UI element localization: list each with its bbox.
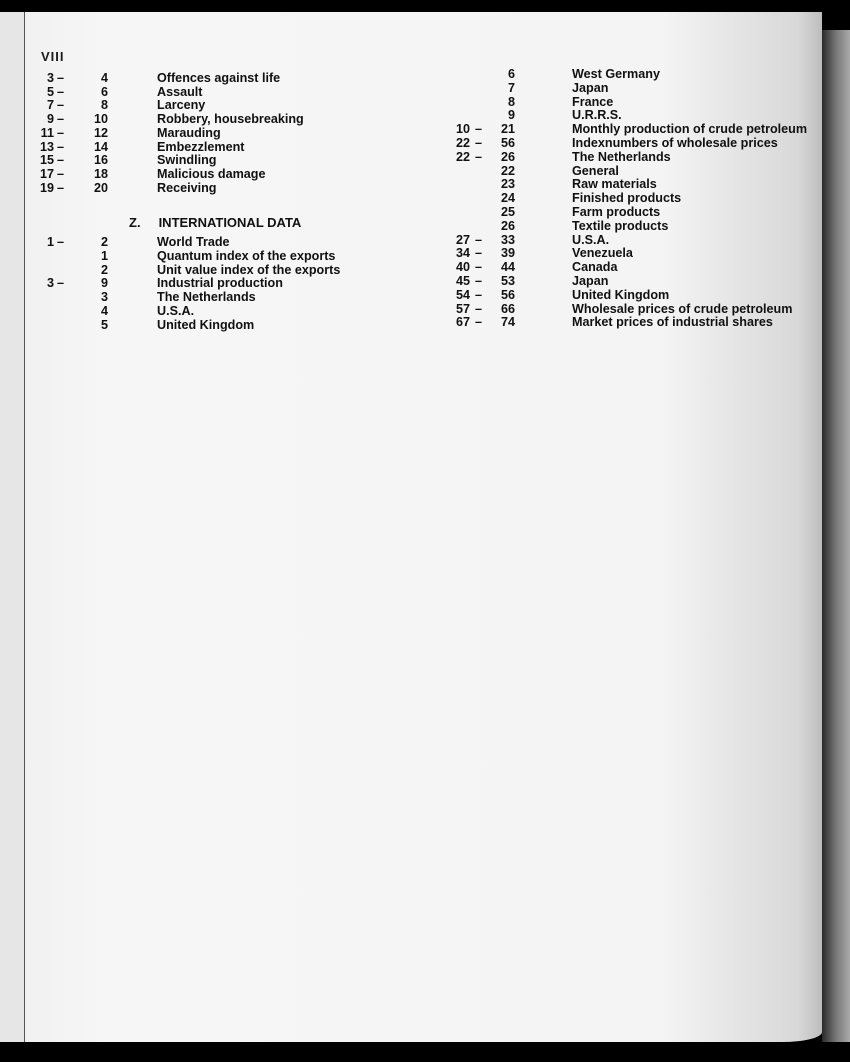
page-to: 2 bbox=[100, 235, 108, 249]
page-from: 34 bbox=[455, 246, 470, 261]
entry-label: United Kingdom bbox=[572, 287, 670, 302]
entry-label: Venezuela bbox=[572, 246, 633, 261]
page-to: 8 bbox=[507, 94, 515, 109]
range-dash: – bbox=[475, 232, 483, 247]
entry-label: Larceny bbox=[157, 98, 206, 113]
page-to: 3 bbox=[100, 290, 108, 305]
page-to: 5 bbox=[100, 317, 108, 332]
page-from: 17 bbox=[39, 166, 54, 181]
entry-label: Receiving bbox=[157, 180, 217, 195]
page-from: 27 bbox=[455, 232, 470, 247]
page-from: 3 bbox=[46, 276, 54, 291]
page-edge bbox=[0, 12, 25, 1042]
page-to: 20 bbox=[93, 180, 108, 195]
entry-label: France bbox=[572, 94, 614, 109]
entry-label: Assault bbox=[157, 84, 203, 99]
page-to: 10 bbox=[93, 112, 108, 127]
entry-label: Raw materials bbox=[572, 177, 657, 192]
entry-label: Indexnumbers of wholesale prices bbox=[572, 136, 778, 150]
range-dash: – bbox=[475, 136, 483, 150]
entry-label: Offences against life bbox=[157, 71, 281, 85]
range-dash: – bbox=[57, 166, 65, 181]
range-dash: – bbox=[57, 139, 65, 154]
page-from: 40 bbox=[455, 260, 470, 275]
page-from: 22 bbox=[455, 136, 470, 150]
page-to: 9 bbox=[507, 108, 515, 123]
entry-label: Quantum index of the exports bbox=[157, 248, 336, 263]
page-to: 4 bbox=[100, 304, 108, 318]
entry-label: Industrial production bbox=[157, 276, 283, 291]
range-dash: – bbox=[475, 301, 483, 316]
range-dash: – bbox=[475, 149, 483, 164]
page-to: 23 bbox=[500, 177, 515, 192]
entry-label: Swindling bbox=[157, 153, 217, 168]
section-heading bbox=[129, 215, 301, 230]
page-to: 24 bbox=[500, 191, 515, 206]
range-dash: – bbox=[57, 112, 65, 127]
page-to: 25 bbox=[500, 205, 515, 219]
entry-label: Robbery, housebreaking bbox=[157, 112, 304, 127]
entry-label: United Kingdom bbox=[157, 317, 255, 332]
page-to: 21 bbox=[500, 122, 515, 137]
entry-label: Market prices of industrial shares bbox=[572, 315, 773, 330]
page-from: 11 bbox=[40, 125, 54, 140]
entry-label: Malicious damage bbox=[157, 166, 266, 181]
range-dash: – bbox=[57, 180, 65, 195]
range-dash: – bbox=[57, 98, 65, 113]
entry-label: Unit value index of the exports bbox=[157, 262, 341, 277]
entry-label: U.R.R.S. bbox=[572, 108, 622, 123]
page-to: 18 bbox=[93, 166, 108, 181]
page-number: VIII bbox=[41, 49, 65, 64]
page-to: 53 bbox=[500, 274, 515, 288]
page-from: 7 bbox=[46, 98, 54, 113]
page-from: 15 bbox=[39, 153, 54, 168]
range-dash: – bbox=[57, 153, 65, 168]
page-from: 57 bbox=[455, 301, 470, 316]
entry-label: U.S.A. bbox=[572, 232, 610, 247]
page-to: 26 bbox=[500, 149, 515, 164]
book-spine-shadow bbox=[822, 30, 850, 1042]
page-to: 7 bbox=[507, 80, 515, 95]
page-to: 2 bbox=[100, 262, 108, 277]
entry-label: Marauding bbox=[157, 125, 221, 140]
page-to: 56 bbox=[500, 287, 515, 302]
entry-label: Wholesale prices of crude petroleum bbox=[572, 301, 793, 316]
page-to: 14 bbox=[93, 139, 108, 154]
page-from: 13 bbox=[39, 139, 54, 154]
section-title: INTERNATIONAL DATA bbox=[158, 215, 302, 230]
page-from: 1 bbox=[46, 235, 54, 249]
page-to: 26 bbox=[500, 218, 515, 233]
page-to: 6 bbox=[507, 67, 515, 81]
entry-label: West Germany bbox=[572, 67, 660, 81]
entry-label: World Trade bbox=[157, 235, 230, 249]
range-dash: – bbox=[57, 84, 65, 99]
range-dash: – bbox=[475, 287, 483, 302]
entry-label: Japan bbox=[572, 274, 609, 288]
page-to: 12 bbox=[93, 125, 108, 140]
page-to: 66 bbox=[500, 301, 515, 316]
range-dash: – bbox=[475, 315, 483, 330]
entry-label: Embezzlement bbox=[157, 139, 245, 154]
entry-label: Finished products bbox=[572, 191, 682, 206]
range-dash: – bbox=[57, 125, 65, 140]
entry-label: U.S.A. bbox=[157, 304, 195, 318]
page-from: 9 bbox=[46, 112, 54, 127]
page-to: 6 bbox=[100, 84, 108, 99]
page-to: 16 bbox=[93, 153, 108, 168]
page-from: 5 bbox=[46, 84, 54, 99]
entry-label: Monthly production of crude petroleum bbox=[572, 122, 808, 137]
page-from: 22 bbox=[455, 149, 470, 164]
entry-label: Farm products bbox=[572, 205, 661, 219]
range-dash: – bbox=[475, 260, 483, 275]
page-to: 39 bbox=[500, 246, 515, 261]
page-to: 9 bbox=[100, 276, 108, 291]
range-dash: – bbox=[57, 71, 65, 85]
entry-label: The Netherlands bbox=[572, 149, 671, 164]
range-dash: – bbox=[475, 246, 483, 261]
range-dash: – bbox=[475, 122, 483, 137]
range-dash: – bbox=[57, 235, 65, 249]
section-letter: Z. bbox=[129, 215, 141, 230]
page-from: 3 bbox=[46, 71, 54, 85]
page-to: 33 bbox=[500, 232, 515, 247]
page-to: 22 bbox=[500, 163, 515, 178]
entry-label: Canada bbox=[572, 260, 618, 275]
page-from: 10 bbox=[455, 122, 470, 137]
page-to: 8 bbox=[100, 98, 108, 113]
document-page bbox=[25, 12, 822, 1042]
page-to: 1 bbox=[100, 248, 108, 263]
entry-label: Textile products bbox=[572, 218, 669, 233]
range-dash: – bbox=[475, 274, 483, 288]
page-to: 4 bbox=[100, 71, 108, 85]
page-from: 54 bbox=[455, 287, 470, 302]
entry-label: The Netherlands bbox=[157, 290, 256, 305]
page-from: 19 bbox=[39, 180, 54, 195]
page-to: 44 bbox=[500, 260, 515, 275]
entry-label: Japan bbox=[572, 80, 609, 95]
page-from: 67 bbox=[455, 315, 470, 330]
entry-label: General bbox=[572, 163, 619, 178]
range-dash: – bbox=[57, 276, 65, 291]
page-to: 56 bbox=[500, 136, 515, 150]
page-from: 45 bbox=[455, 274, 470, 288]
page-to: 74 bbox=[500, 315, 515, 330]
